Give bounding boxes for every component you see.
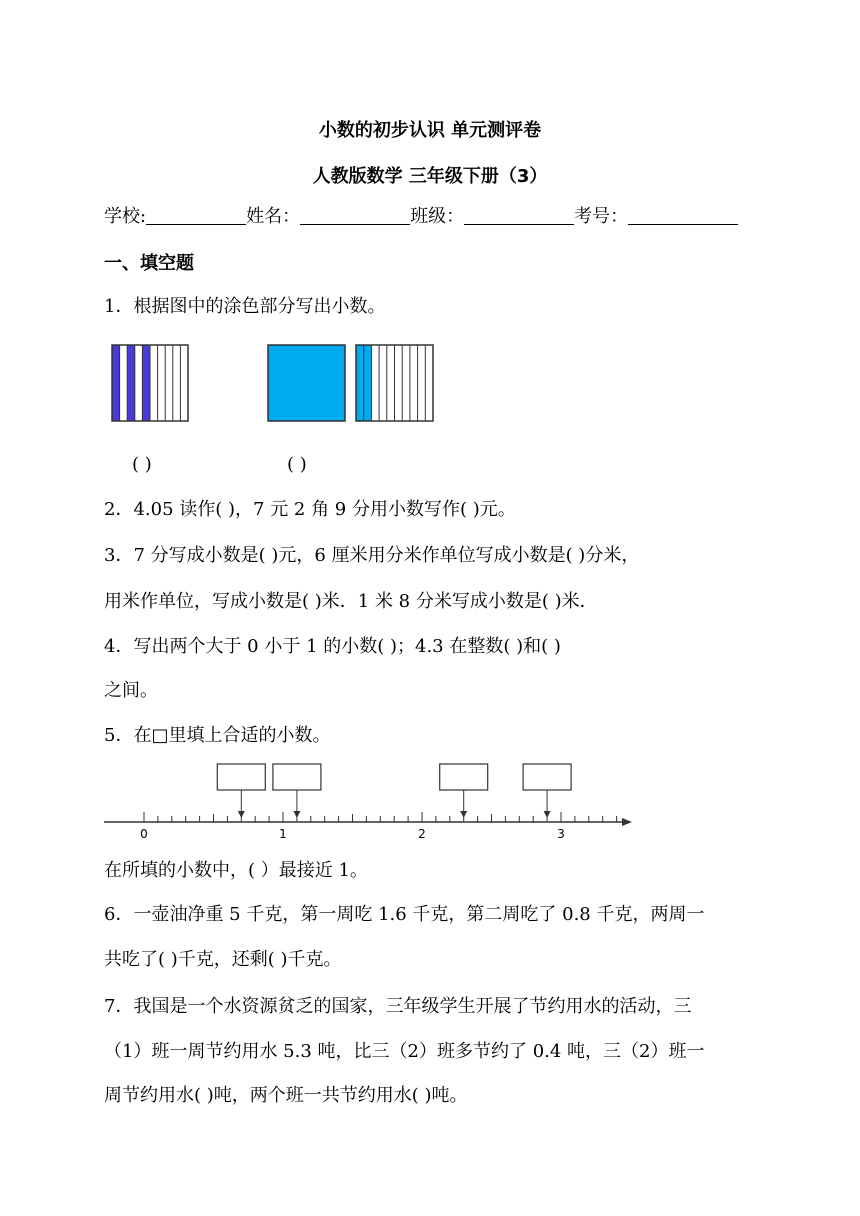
answer-box	[523, 764, 571, 790]
question-7-line-3: 周节约用水( )吨，两个班一共节约用水( )吨。	[104, 1085, 468, 1106]
answer-box	[273, 764, 321, 790]
question-6-line-1: 6．一壶油净重 5 千克，第一周吃 1.6 千克，第二周吃了 0.8 千克，两周一	[104, 904, 705, 925]
number-line-tick-label: 0	[140, 827, 148, 841]
number-line	[100, 760, 640, 844]
class-field[interactable]	[464, 206, 574, 225]
q1-answer-blank-2[interactable]: ( )	[287, 454, 307, 475]
question-6-line-2: 共吃了( )千克，还剩( )千克。	[104, 949, 342, 970]
answer-box	[440, 764, 488, 790]
question-4-line-1: 4．写出两个大于 0 小于 1 的小数( )；4.3 在整数( )和( )	[104, 636, 561, 657]
q1-figure-2	[268, 345, 433, 421]
question-2: 2．4.05 读作( )，7 元 2 角 9 分用小数写作( )元。	[104, 499, 516, 520]
number-label: 考号：	[574, 206, 629, 227]
fig1-strip-shaded	[142, 345, 150, 421]
section-heading: 一、填空题	[104, 253, 194, 274]
number-line-tick-label: 1	[279, 827, 287, 841]
question-3-line-1: 3．7 分写成小数是( )元，6 厘米用分米作单位写成小数是( )分米，	[104, 545, 640, 566]
q1-answer-blank-1[interactable]: ( )	[132, 454, 152, 475]
name-field[interactable]	[300, 206, 410, 225]
answer-arrowhead	[544, 811, 551, 818]
answer-box	[217, 764, 265, 790]
question-7-line-2: （1）班一周节约用水 5.3 吨，比三（2）班多节约了 0.4 吨，三（2）班一	[104, 1041, 705, 1062]
question-7-line-1: 7．我国是一个水资源贫乏的国家，三年级学生开展了节约用水的活动，三	[104, 996, 692, 1017]
question-4-line-2: 之间。	[104, 680, 158, 701]
fig1-strip-shaded	[112, 345, 120, 421]
school-label: 学校:	[104, 206, 147, 227]
q1-figures	[100, 336, 450, 432]
page-title: 小数的初步认识 单元测评卷	[318, 120, 542, 141]
fig1-strip-shaded	[127, 345, 135, 421]
number-line-arrowhead	[622, 818, 632, 826]
answer-arrowhead	[293, 811, 300, 818]
fig2-full-square	[268, 345, 345, 421]
number-line-tick-label: 2	[418, 827, 426, 841]
class-label: 班级：	[410, 206, 465, 227]
question-5-follow: 在所填的小数中，( ）最接近 1。	[104, 860, 368, 881]
question-1: 1．根据图中的涂色部分写出小数。	[104, 296, 386, 317]
question-3-line-2: 用米作单位，写成小数是( )米．1 米 8 分米写成小数是( )米．	[104, 591, 598, 612]
name-label: 姓名：	[246, 206, 301, 227]
page-subtitle: 人教版数学 三年级下册（3）	[312, 166, 548, 187]
answer-arrowhead	[238, 811, 245, 818]
question-5: 5．在□里填上合适的小数。	[104, 725, 331, 746]
info-line	[104, 205, 738, 229]
school-field[interactable]	[146, 206, 246, 225]
number-field[interactable]	[628, 206, 738, 225]
q1-figure-1	[112, 345, 188, 421]
number-line-tick-label: 3	[557, 827, 565, 841]
answer-arrowhead	[460, 811, 467, 818]
